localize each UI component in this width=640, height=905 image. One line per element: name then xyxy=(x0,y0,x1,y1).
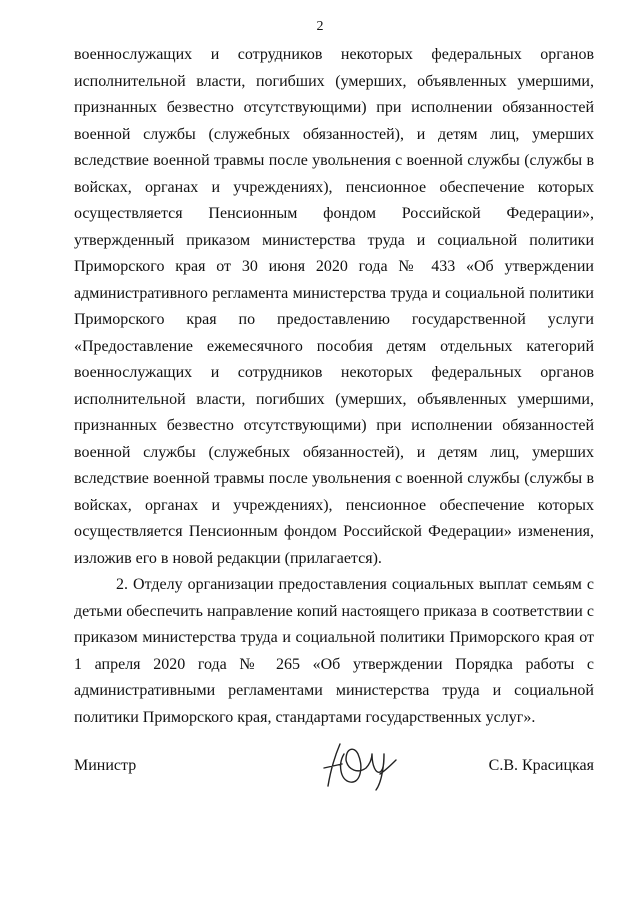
signature-block xyxy=(74,746,594,806)
document-body xyxy=(74,42,594,731)
paragraph-continuation: военнослужащих и сотрудников некоторых федеральных органов исполнительной власти, погибших (умерших, объявленных умершими, признанных безвестно отсутствующими) при исполнении обязанностей военной службы (служебных обязанностей), и детям лиц, умерших вследствие военной травмы после увольнения с военной службы (службы в войсках, органах и учреждениях), пенсионное обеспечение которых осуществляется Пенсионным фондом Российской Федерации», утвержденный приказом министерства труда и социальной политики Приморского края от 30 июня 2020 года № 433 «Об утверждении административного регламента министерства труда и социальной политики Приморского края по предоставлению государственной услуги «Предоставление ежемесячного пособия детям отдельных категорий военнослужащих и сотрудников некоторых федеральных органов исполнительной власти, погибших (умерших, объявленных умершими, признанных безвестно отсутствующими) при исполнении обязанностей военной службы (служебных обязанностей), и детям лиц, умерших вследствие военной травмы после увольнения с военной службы (службы в войсках, органах и учреждениях), пенсионное обеспечение которых осуществляется Пенсионным фондом Российской Федерации» изменения, изложив его в новой редакции (прилагается). xyxy=(74,46,594,567)
paragraph-item-2: 2. Отделу организации предоставления социальных выплат семьям с детьми обеспечить направление копий настоящего приказа в соответствии с приказом министерства труда и социальной политики Приморского края от 1 апреля 2020 года № 265 «Об утверждении Порядка работы с административными регламентами министерства труда и социальной политики Приморского края, стандартами государственных услуг». xyxy=(74,576,594,726)
page-number: 2 xyxy=(316,19,324,34)
handwritten-signature xyxy=(318,734,398,796)
signer-title: Министр xyxy=(74,757,137,774)
signer-name: С.В. Красицкая xyxy=(488,757,594,774)
